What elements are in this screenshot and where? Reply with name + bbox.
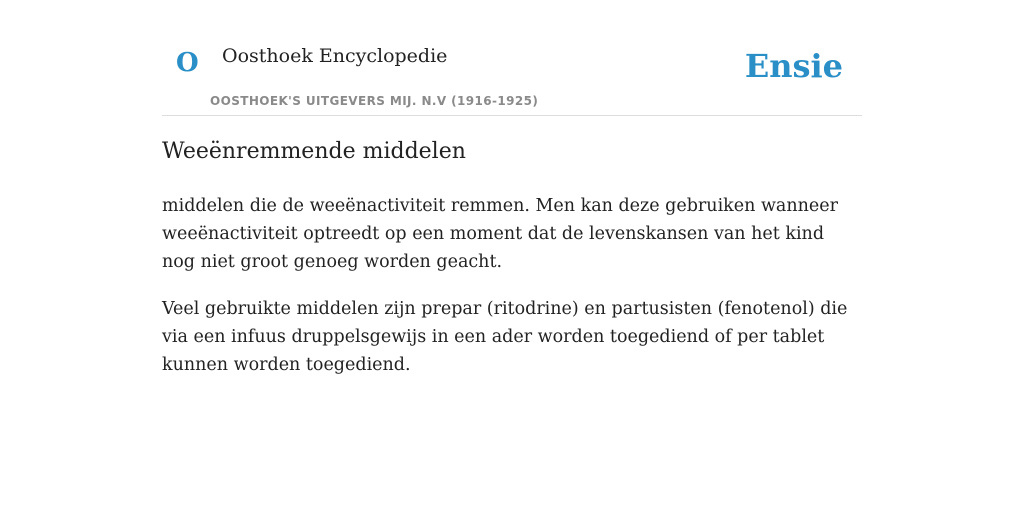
page-container — [162, 0, 862, 375]
publisher-label: OOSTHOEK'S UITGEVERS MIJ. N.V (1916-1925) — [210, 94, 539, 108]
article-paragraph: Veel gebruikte middelen zijn prepar (ritodrine) en partusisten (fenotenol) die via een infuus druppelsgewijs in een ader worden toegediend of per tablet kunnen worden toegediend. — [162, 299, 848, 375]
source-logo[interactable]: O — [176, 48, 199, 78]
article-body — [162, 192, 862, 398]
source-title[interactable]: Oosthoek Encyclopedie — [222, 45, 448, 67]
article-paragraph: middelen die de weeënactiviteit remmen. Men kan deze gebruiken wanneer weeënactiviteit optreedt op een moment dat de levenskansen van het kind nog niet groot genoeg worden geacht. — [162, 196, 838, 272]
source-header — [162, 0, 862, 116]
brand-logo[interactable]: Ensie — [744, 47, 843, 85]
article-headword: Weeënremmende middelen — [162, 139, 466, 164]
